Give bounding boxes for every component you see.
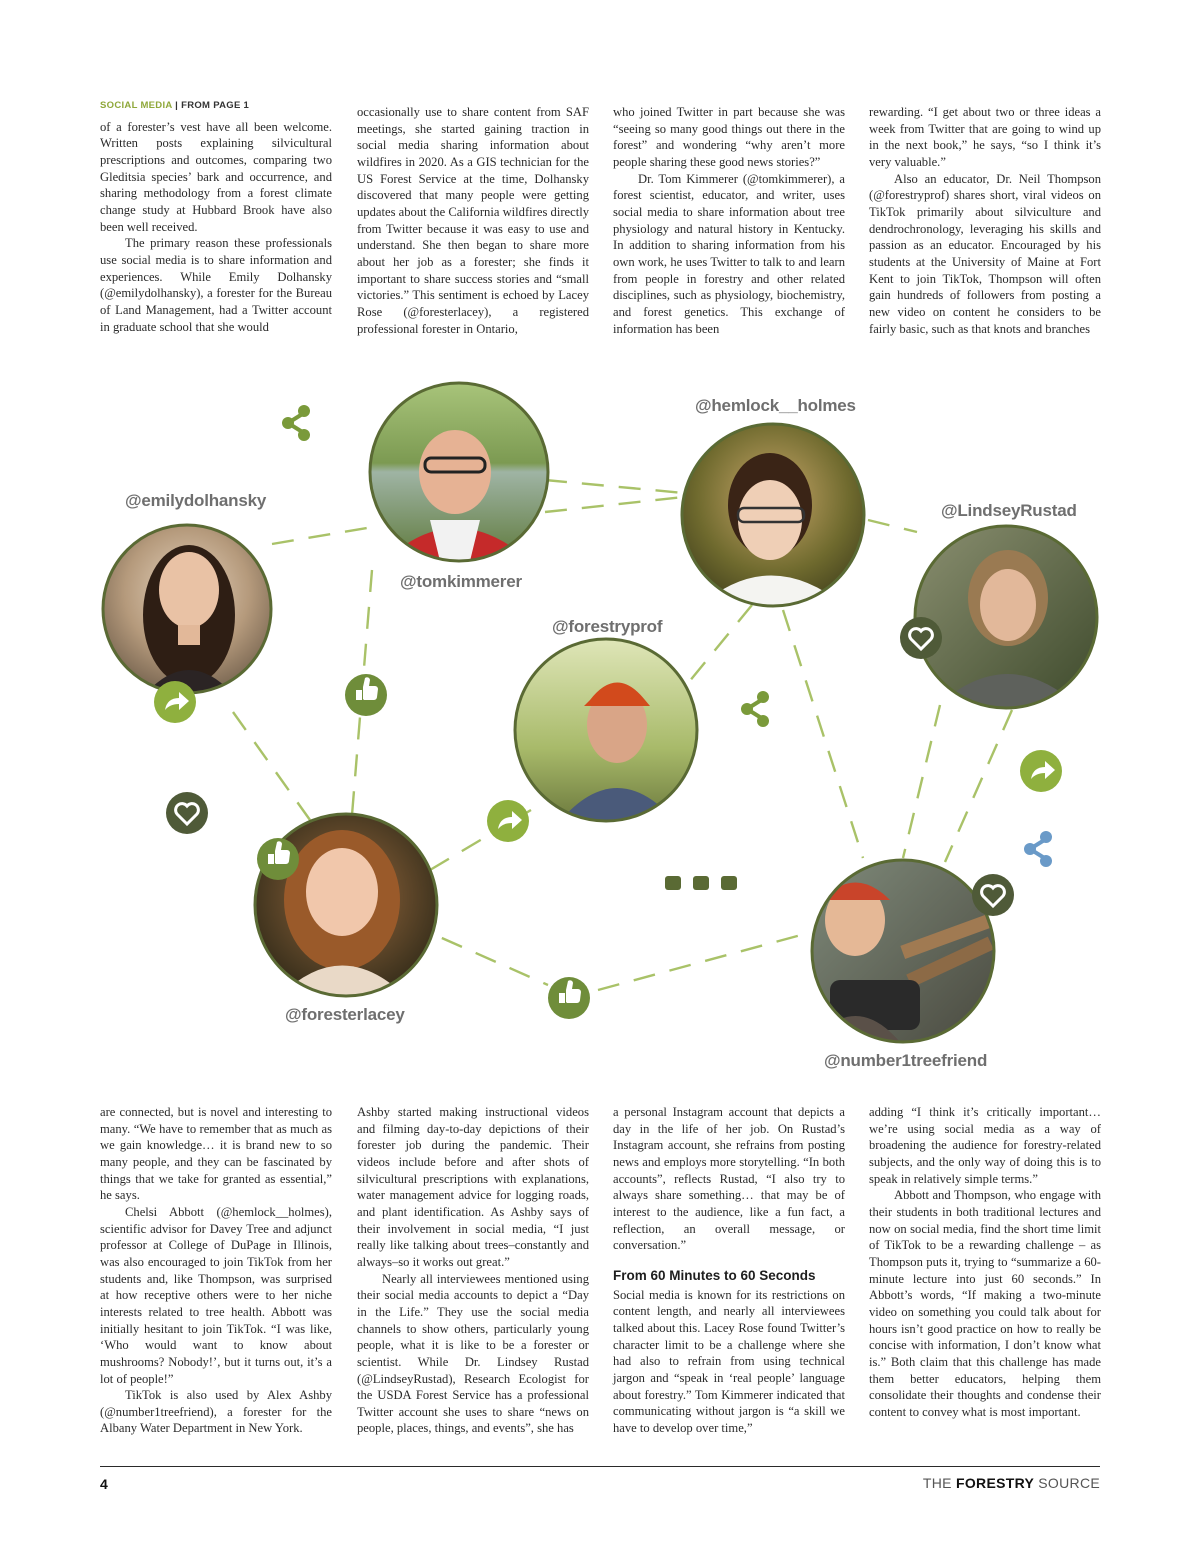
footer-divider (100, 1466, 1100, 1467)
profile-photo-lindseyrustad (915, 526, 1097, 708)
top-column-3 (613, 104, 845, 337)
thumbs-up-icon (345, 674, 387, 716)
handle-lindseyrustad: @LindseyRustad (941, 501, 1077, 520)
paragraph: Chelsi Abbott (@hemlock__holmes), scientific advisor for Davey Tree and adjunct professor at College of DuPage in Illinois, was also encouraged to join TikTok from her students and, like Thompson, was surprised at how receptive others were to her niche interests related to tree health. Abbott was initially hesitant to join TikTok. “I was like, ‘Who would want to know about mushrooms? Nobody!’, but it turns out, it’s a lot of people!” (100, 1204, 332, 1386)
handle-foresterlacey: @foresterlacey (285, 1005, 405, 1024)
kicker-section: SOCIAL MEDIA (100, 100, 173, 111)
profile-photo-forestryprof (515, 639, 697, 821)
thumbs-up-icon (257, 838, 299, 880)
masthead-prefix: THE (922, 1475, 956, 1491)
paragraph: rewarding. “I get about two or three ideas a week from Twitter that are going to wind up in the next book,” he says, “so I think it’s very valuable.” (869, 105, 1101, 169)
connector-line (545, 480, 684, 493)
connector-line (598, 932, 812, 990)
paragraph: The primary reason these professionals use social media is to share information and experiences. While Emily Dolhansky (@emilydolhansky), a forester for the Bureau of Land Management, had a Twitter account in graduate school that she would (100, 236, 332, 334)
paragraph: are connected, but is novel and interesting to many. “We have to remember that as much as we gain knowledge… it is brand new to so many people, and they can be fascinated by things that we take for granted as essential,” he says. (100, 1105, 332, 1203)
profile-photo-emilydolhansky (100, 522, 274, 700)
handle-number1treefriend: @number1treefriend (824, 1051, 988, 1070)
forward-arrow-icon (487, 800, 529, 842)
top-column-4 (869, 104, 1101, 337)
masthead-bold: FORESTRY (956, 1475, 1035, 1491)
forward-arrow-icon (1020, 750, 1062, 792)
ellipsis-icon (665, 876, 737, 890)
masthead-suffix: SOURCE (1034, 1475, 1100, 1491)
publication-masthead (923, 1475, 1100, 1491)
bottom-column-3 (613, 1104, 845, 1436)
profile-photo-number1treefriend (812, 860, 994, 1042)
heart-icon (972, 874, 1014, 916)
connector-line (233, 712, 310, 820)
paragraph: Social media is known for its restrictions on content length, and nearly all interviewees talked about this. Lacey Rose found Twitter’s character limit to be a challenge where she had also to refrain from using technical jargon and “speak in ‘real people’ language about forestry.” Tom Kimmerer indicated that communicating without jargon is “a skill we have to develop over time,” (613, 1287, 845, 1435)
paragraph: Abbott and Thompson, who engage with their students in both traditional lectures and now on social media, find the short time limit of TikTok to be a rewarding challenge – as Thompson puts it, trying to “summarize a 60-minute lecture into just 60 seconds.” In Abbott’s words, “If making a two-minute video on something you could talk about for hours isn’t good practice on how to really be concise with information, I don’t know what is.” Both claim that this challenge has made them better educators, helping them consolidate their thoughts and condense their content to convey what is most important. (869, 1188, 1101, 1419)
paragraph: occasionally use to share content from SAF meetings, she started gaining traction in social media sharing information about wildfires in 2020. As a GIS technician for the US Forest Service at the time, Dolhansky discovered that many people were getting updates about the California wildfires directly from Twitter because it was easy to use and understand. She then began to share more about her job as a forester; she finds it important to share success stories and “small victories.” This sentiment is echoed by Lacey Rose (@foresterlacey), a registered professional forester in Ontario, (357, 105, 589, 336)
bottom-column-4 (869, 1104, 1101, 1420)
paragraph: TikTok is also used by Alex Ashby (@number1treefriend), a forester for the Albany Water Department in New York. (100, 1388, 332, 1436)
share-icon (741, 691, 769, 727)
kicker-separator: | (175, 100, 179, 111)
paragraph: Also an educator, Dr. Neil Thompson (@forestryprof) shares short, viral videos on TikTok primarily about silviculture and dendrochronology, leveraging his skills and passion as an educator. Encouraged by his students at the University of Maine at Fort Kent to join TikTok, Thompson will often gain hundreds of followers from posting a new video on content he considers to be fairly basic, such as that knots and branches (869, 171, 1101, 336)
heart-icon (900, 617, 942, 659)
thumbs-up-icon (548, 977, 590, 1019)
page-number: 4 (100, 1476, 108, 1492)
handle-hemlock-holmes: @hemlock__holmes (695, 396, 856, 415)
paragraph: Ashby started making instructional videos and filming day-to-day depictions of their forester job during the pandemic. Their videos include before and after shots of silvicultural prescriptions with explanations, water management advice for logging roads, and plant identification. As Ashby says of their involvement in social media, “I just really like talking about trees–constantly and always–so it works out great.” (357, 1105, 589, 1269)
paragraph: who joined Twitter in part because she was “seeing so many good things out there in the forest” and wondering “why aren’t more people sharing these good news stories?” (613, 105, 845, 169)
paragraph: of a forester’s vest have all been welcome. Written posts explaining silvicultural prescriptions and outcomes, comparing two Gleditsia species’ bark and occurrence, and sharing methodology from a forest climate change study at Hubbard Brook have also been well received. (100, 119, 332, 234)
connector-line (684, 605, 752, 688)
share-icon (1024, 831, 1052, 867)
paragraph: Dr. Tom Kimmerer (@tomkimmerer), a forest scientist, educator, and writer, uses social media to share information about tree physiology and natural history in Kentucky. In addition to sharing information from his own work, he uses Twitter to talk to and learn from people in forestry and other related disciplines, such as physiology, biochemistry, and forest genetics. This exchange of information has been (613, 171, 845, 336)
profile-photo-tomkimmerer (370, 383, 548, 561)
bottom-column-2 (357, 1104, 589, 1437)
connector-line (545, 497, 684, 512)
connector-line (945, 710, 1012, 862)
connector-line (903, 705, 940, 858)
section-subhead: From 60 Minutes to 60 Seconds (613, 1267, 816, 1283)
section-kicker (100, 98, 332, 115)
connector-line (868, 520, 917, 532)
paragraph: a personal Instagram account that depicts a day in the life of her job. On Rustad’s Instagram account, she refrains from posting news and employs more storytelling. “In both accounts”, reflects Rustad, “I also try to always share something… that may be of interest to the audience, like a fun fact, a reflection, an overall message, or conversation.” (613, 1105, 845, 1253)
top-column-2 (357, 104, 589, 337)
handle-forestryprof: @forestryprof (552, 617, 663, 636)
profile-photo-hemlock-holmes (682, 424, 864, 606)
bottom-column-1 (100, 1104, 332, 1437)
paragraph: Nearly all interviewees mentioned using their social media accounts to depict a “Day in the Life.” They use the social media channels to show others, particularly young people, what it is like to be a forester or scientist. While Dr. Lindsey Rustad (@LindseyRustad), Research Ecologist for the USDA Forest Service has a professional Twitter account she uses to share “news on people, places, things, and events”, she has (357, 1271, 589, 1436)
handle-tomkimmerer: @tomkimmerer (400, 572, 522, 591)
forward-arrow-icon (154, 681, 196, 723)
handle-emilydolhansky: @emilydolhansky (125, 491, 267, 510)
share-icon (282, 405, 310, 441)
paragraph: adding “I think it’s critically important… we’re using social media as a way of broadening the audience for forestry-related subjects, and the only way of doing this is to speak in relatively simple terms.” (869, 1105, 1101, 1186)
heart-icon (166, 792, 208, 834)
kicker-continued-from: FROM PAGE 1 (181, 100, 250, 111)
connector-line (272, 527, 373, 544)
connector-line (783, 610, 863, 858)
top-column-1 (100, 98, 332, 335)
social-network-graphic (0, 340, 1200, 1080)
